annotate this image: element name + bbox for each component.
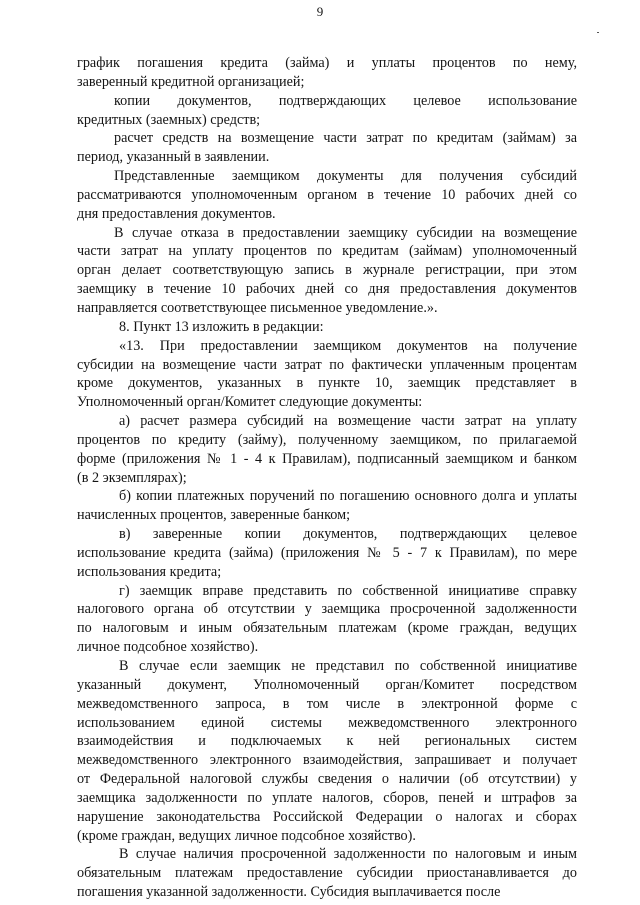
text-line: (в 2 экземплярах); bbox=[77, 469, 187, 486]
text-line: направляется соответствующее письменное уведомление.». bbox=[77, 299, 438, 316]
text-line: субсидии на возмещение части затрат по фактически уплаченным процентам bbox=[77, 356, 577, 373]
text-line: копии документов, подтверждающих целевое использование bbox=[114, 92, 577, 109]
paragraph bbox=[77, 487, 577, 525]
text-line: кроме документов, указанных в пункте 10, заемщик представляет в bbox=[77, 375, 577, 392]
paragraph bbox=[77, 412, 577, 487]
text-line: использованием единой системы межведомственного электронного bbox=[77, 714, 577, 731]
paragraph bbox=[77, 167, 577, 224]
text-line: В случае наличия просроченной задолженности по налоговым и иным bbox=[119, 846, 577, 863]
paragraph bbox=[77, 129, 577, 167]
text-line: межведомственного запроса, в том числе в электронной форме с bbox=[77, 695, 577, 712]
text-line: использование кредита (займа) (приложения № 5 - 7 к Правилам), по мере bbox=[77, 544, 577, 561]
text-line: начисленных процентов, заверенные банком; bbox=[77, 507, 351, 524]
text-line: (кроме граждан, ведущих личное подсобное хозяйство). bbox=[77, 827, 416, 844]
text-line: части затрат на уплату процентов по кредитам (займам) уполномоченный bbox=[77, 243, 577, 260]
paragraph bbox=[77, 318, 577, 337]
text-line: межведомственного электронного взаимодействия, запрашивает и получает bbox=[77, 752, 577, 769]
paragraph bbox=[77, 525, 577, 582]
text-line: обязательным платежам предоставление субсидии приостанавливается до bbox=[77, 865, 577, 882]
text-line: взаимодействия и подключаемых к ней региональных систем bbox=[77, 733, 577, 750]
text-line: В случае отказа в предоставлении заемщику субсидии на возмещение bbox=[114, 224, 577, 241]
text-line: погашения указанной задолженности. Субсидия выплачивается после bbox=[77, 884, 501, 901]
text-line: 8. Пункт 13 изложить в редакции: bbox=[119, 318, 324, 335]
paragraph bbox=[77, 92, 577, 130]
text-line: личное подсобное хозяйство). bbox=[77, 639, 259, 656]
paragraph bbox=[77, 54, 577, 92]
text-line: указанный документ, Уполномоченный орган/Комитет посредством bbox=[77, 676, 577, 693]
text-line: дня предоставления документов. bbox=[77, 205, 276, 222]
paragraph bbox=[77, 657, 577, 845]
text-line: процентов по кредиту (займу), полученному заемщиком, по прилагаемой bbox=[77, 431, 577, 448]
text-line: В случае если заемщик не представил по собственной инициативе bbox=[119, 658, 577, 674]
text-line: форме (приложения № 1 - 4 к Правилам), подписанный заемщиком и банком bbox=[77, 450, 577, 467]
text-line: заемщика задолженности по уплате налогов, сборов, пеней и штрафов за bbox=[77, 789, 577, 806]
paragraph bbox=[77, 845, 577, 902]
text-line: от Федеральной налоговой службы сведения о наличии (об отсутствии) у bbox=[77, 771, 577, 788]
text-line: расчет средств на возмещение части затрат по кредитам (займам) за bbox=[114, 130, 577, 147]
paragraph bbox=[77, 337, 577, 412]
text-line: кредитных (заемных) средств; bbox=[77, 111, 261, 128]
text-line: «13. При предоставлении заемщиком документов на получение bbox=[119, 337, 577, 354]
document-body bbox=[77, 54, 577, 902]
text-line: использования кредита; bbox=[77, 563, 222, 580]
text-line: а) расчет размера субсидий на возмещение части затрат на уплату bbox=[119, 413, 577, 430]
text-line: период, указанный в заявлении. bbox=[77, 149, 270, 166]
text-line: орган делает соответствующую запись в журнале регистрации, при этом bbox=[77, 262, 577, 279]
text-line: Представленные заемщиком документы для получения субсидий bbox=[114, 168, 577, 185]
text-line: рассматриваются уполномоченным органом в течение 10 рабочих дней со bbox=[77, 186, 577, 203]
text-line: г) заемщик вправе представить по собственной инициативе справку bbox=[119, 582, 577, 599]
scan-mark bbox=[597, 32, 599, 33]
text-line: нарушение законодательства Российской Федерации о налогах и сборах bbox=[77, 808, 577, 825]
text-line: заемщику в течение 10 рабочих дней со дня предоставления документов bbox=[77, 281, 577, 298]
paragraph bbox=[77, 224, 577, 318]
text-line: заверенный кредитной организацией; bbox=[77, 73, 305, 90]
page-number: 9 bbox=[316, 4, 324, 19]
text-line: по налоговым и иным обязательным платежам (кроме граждан, ведущих bbox=[77, 620, 577, 637]
text-line: график погашения кредита (займа) и уплаты процентов по нему, bbox=[77, 55, 577, 71]
text-line: б) копии платежных поручений по погашению основного долга и уплаты bbox=[119, 488, 577, 505]
paragraph bbox=[77, 582, 577, 657]
text-line: налогового органа об отсутствии у заемщика просроченной задолженности bbox=[77, 601, 577, 618]
text-line: в) заверенные копии документов, подтверждающих целевое bbox=[119, 526, 577, 543]
text-line: Уполномоченный орган/Комитет следующие документы: bbox=[77, 394, 423, 411]
